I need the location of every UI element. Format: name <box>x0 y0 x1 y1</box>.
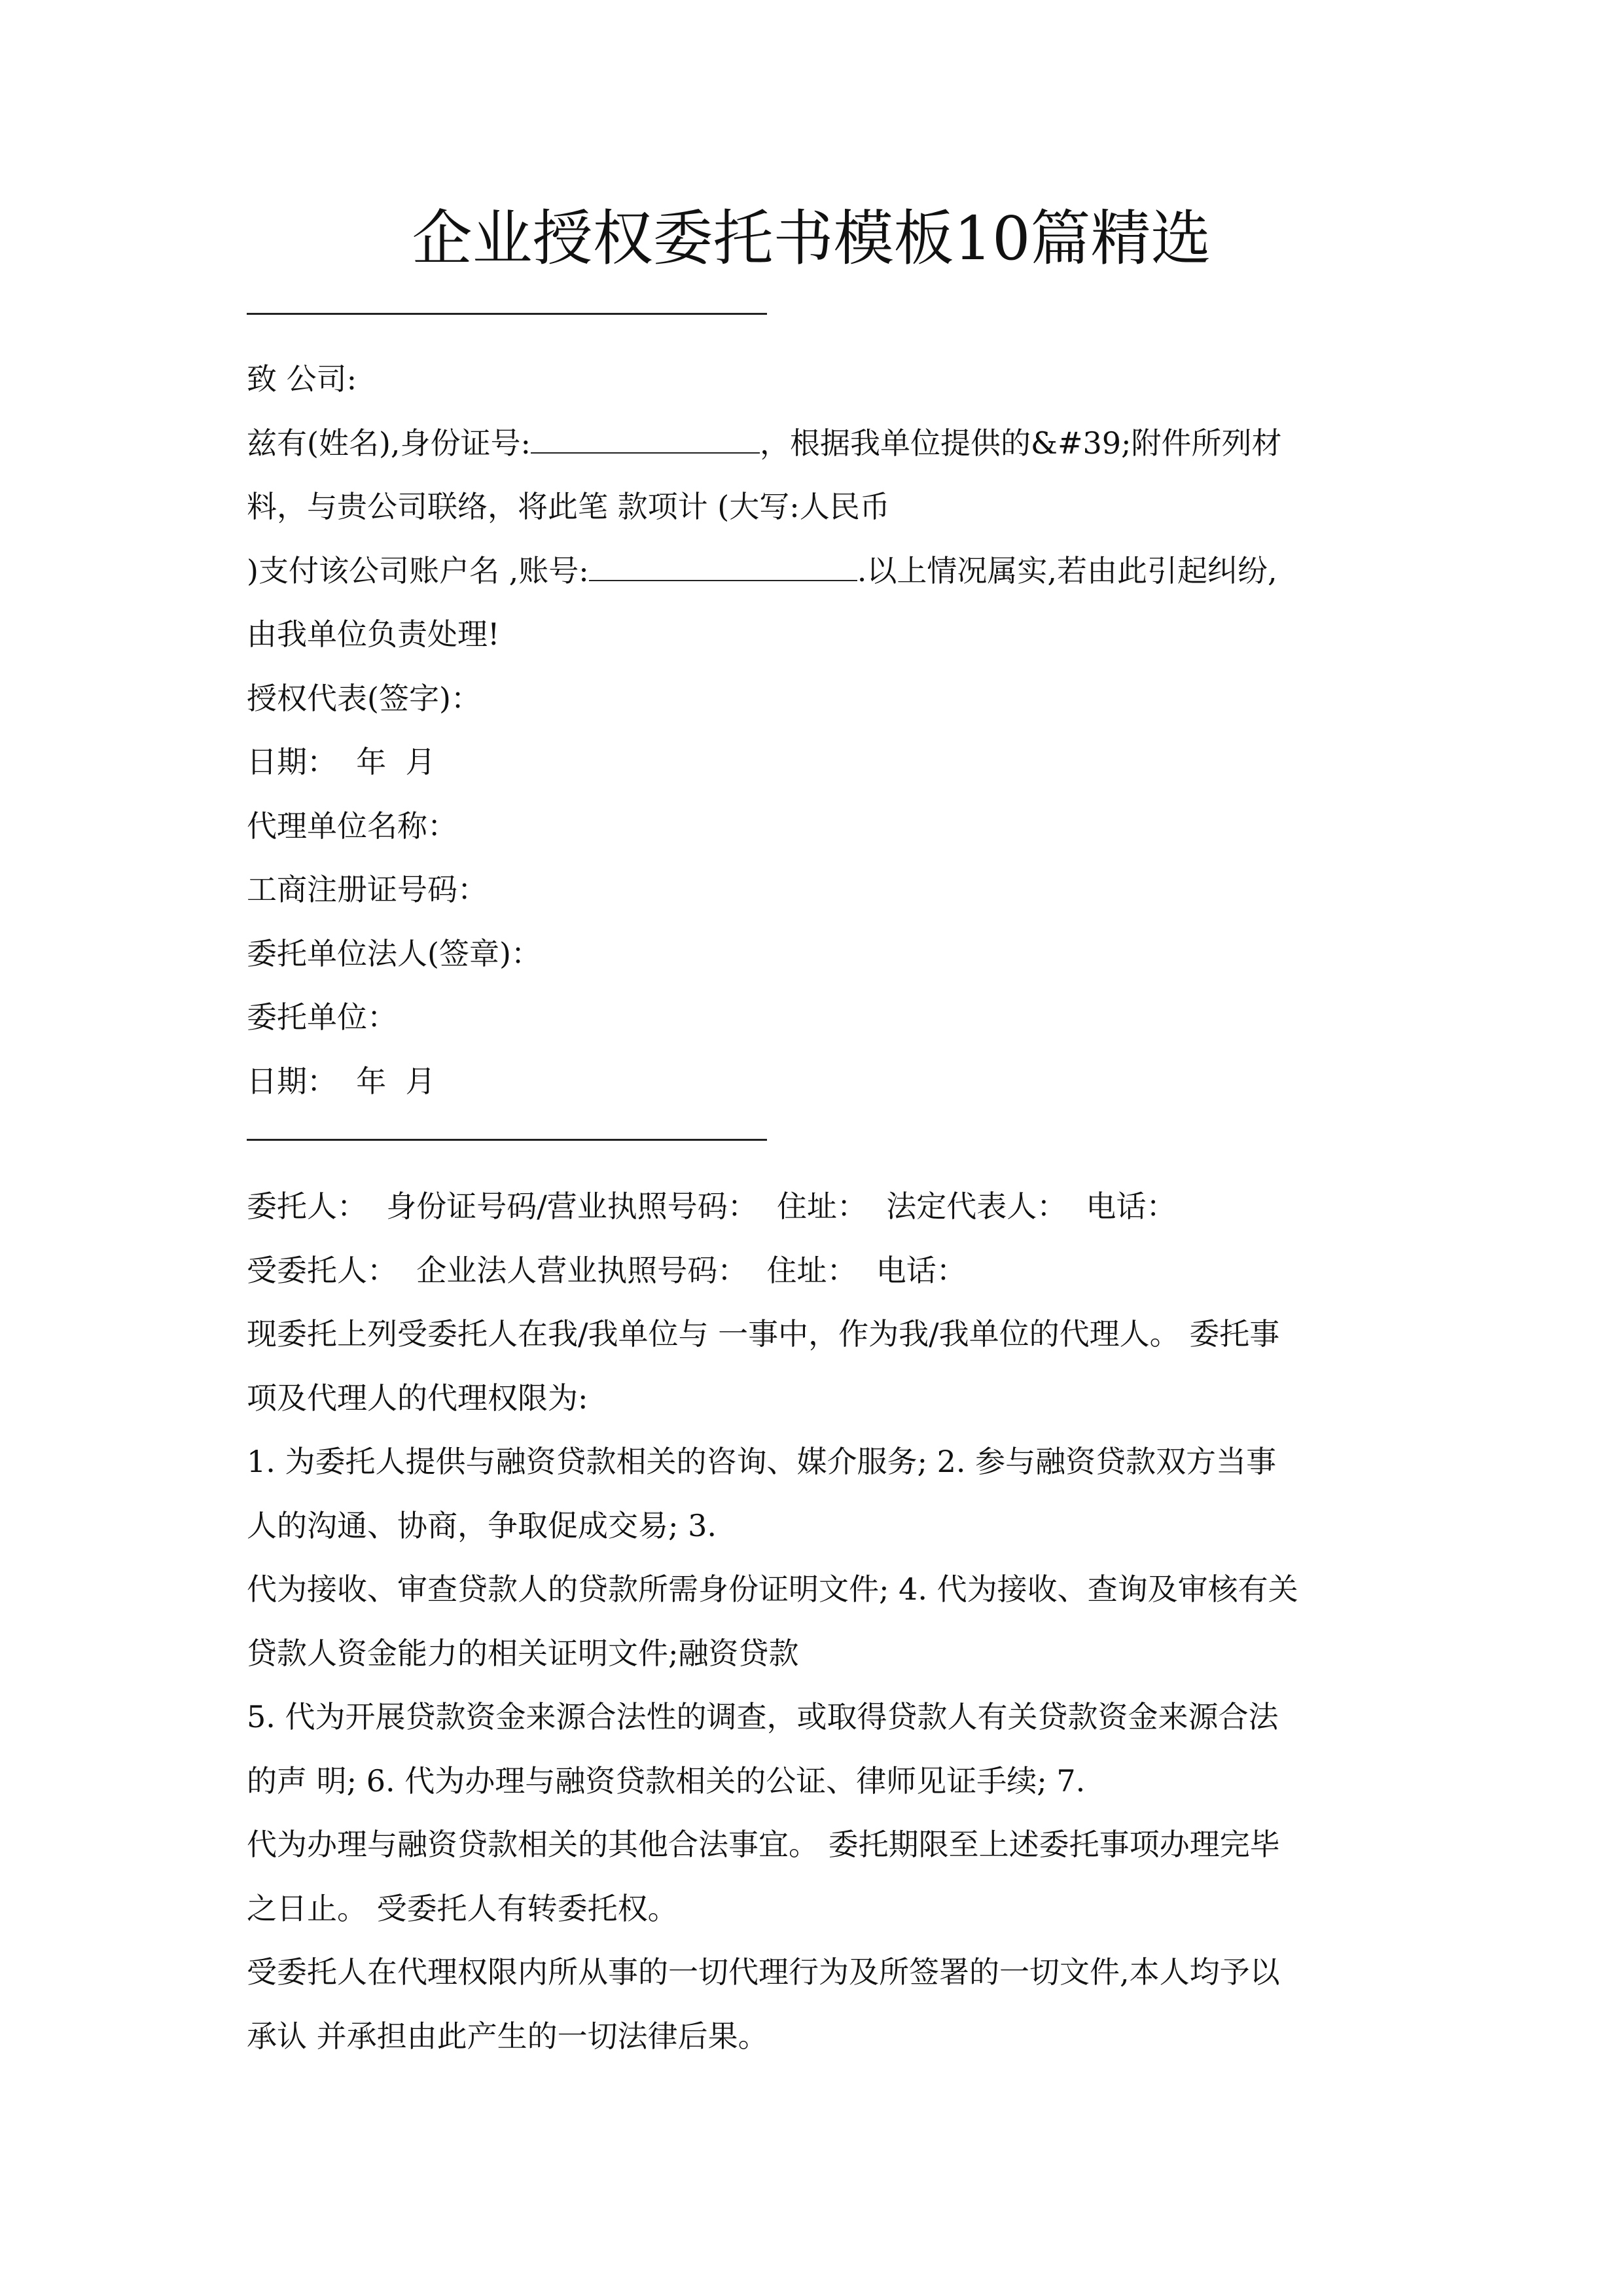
agent-unit-name-field: 代理单位名称： <box>247 808 457 844</box>
paragraph-line: 5. 代为开展贷款资金来源合法性的调查，或取得贷款人有关贷款资金来源合法 <box>247 1699 1279 1734</box>
text-segment: 兹有(姓名),身份证号: <box>247 425 531 461</box>
id-number-blank <box>531 452 760 454</box>
date-field: 日期： 年 月 <box>247 1063 436 1099</box>
paragraph-line: 代为接收、审查贷款人的贷款所需身份证明文件; 4. 代为接收、查询及审核有关 <box>247 1571 1298 1607</box>
text-segment: )支付该公司账户名 ,账号: <box>247 552 589 588</box>
divider-line <box>247 1139 767 1141</box>
registration-number-field: 工商注册证号码： <box>247 872 488 907</box>
account-number-blank <box>589 580 857 581</box>
entrusting-unit-field: 委托单位： <box>247 999 397 1035</box>
date-field: 日期： 年 月 <box>247 744 436 780</box>
paragraph-line: 人的沟通、协商，争取促成交易; 3. <box>247 1507 717 1543</box>
page-title: 企业授权委托书模板10篇精选 <box>412 204 1211 274</box>
legal-representative-field: 委托单位法人(签章)： <box>247 935 541 971</box>
paragraph-line: 现委托上列受委托人在我/我单位与 一事中，作为我/我单位的代理人。 委托事 <box>247 1316 1280 1352</box>
paragraph-line: 料，与贵公司联络，将此笔 款项计 (大写:人民币 <box>247 489 890 524</box>
paragraph-line: 项及代理人的代理权限为: <box>247 1380 588 1416</box>
paragraph-line <box>247 412 1379 476</box>
text-segment: ，根据我单位提供的&#39;附件所列材 <box>760 425 1282 461</box>
power-of-attorney-section <box>247 1175 1379 2068</box>
paragraph-line: 受委托人在代理权限内所从事的一切代理行为及所签署的一切文件,本人均予以 <box>247 1954 1280 1990</box>
paragraph-line: 之日止。 受委托人有转委托权。 <box>247 1890 678 1926</box>
paragraph-line: 的声 明; 6. 代为办理与融资贷款相关的公证、律师见证手续; 7. <box>247 1763 1086 1799</box>
paragraph-line: 贷款人资金能力的相关证明文件;融资贷款 <box>247 1635 799 1671</box>
divider-line <box>247 313 767 315</box>
paragraph-line: 代为办理与融资贷款相关的其他合法事宜。 委托期限至上述委托事项办理完毕 <box>247 1827 1280 1862</box>
paragraph-line: 承认 并承担由此产生的一切法律后果。 <box>247 2018 768 2054</box>
agent-info-line: 受委托人： 企业法人营业执照号码： 住址： 电话： <box>247 1252 967 1288</box>
signer-field: 授权代表(签字)： <box>247 680 481 716</box>
authorization-letter-section <box>247 348 1379 1113</box>
addressee-line: 致 公司: <box>247 361 357 397</box>
paragraph-line: 1. 为委托人提供与融资贷款相关的咨询、媒介服务; 2. 参与融资贷款双方当事 <box>247 1444 1277 1479</box>
paragraph-line <box>247 539 1379 603</box>
principal-info-line: 委托人： 身份证号码/营业执照号码： 住址： 法定代表人： 电话： <box>247 1189 1177 1224</box>
paragraph-line: 由我单位负责处理! <box>247 617 500 652</box>
text-segment: .以上情况属实,若由此引起纠纷, <box>857 552 1277 588</box>
